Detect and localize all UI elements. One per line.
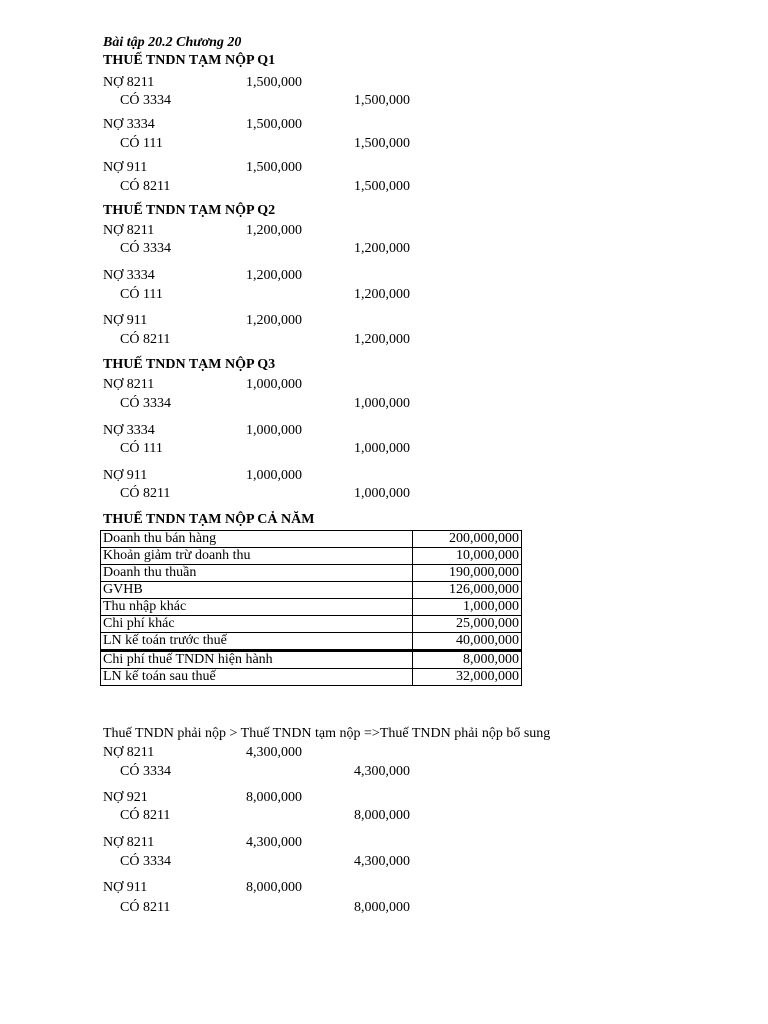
credit-account: CÓ 3334 [120, 396, 171, 411]
section-heading-q2: THUẾ TNDN TẠM NỘP Q2 [103, 203, 276, 218]
row-label: Thu nhập khác [101, 599, 413, 616]
table-row [101, 651, 522, 669]
debit-account: NỢ 911 [103, 160, 148, 175]
credit-account: CÓ 3334 [120, 241, 171, 256]
credit-line [0, 809, 768, 825]
credit-line [0, 288, 768, 304]
credit-amount: 8,000,000 [354, 900, 410, 915]
debit-amount: 1,000,000 [246, 377, 302, 392]
debit-account: NỢ 3334 [103, 268, 155, 283]
credit-line [0, 180, 768, 196]
credit-amount: 1,200,000 [354, 241, 410, 256]
credit-account: CÓ 3334 [120, 764, 171, 779]
row-value: 126,000,000 [413, 582, 522, 599]
credit-account: CÓ 8211 [120, 808, 171, 823]
debit-account: NỢ 8211 [103, 223, 155, 238]
table-row [101, 599, 522, 616]
debit-account: NỢ 8211 [103, 377, 155, 392]
row-value: 10,000,000 [413, 548, 522, 565]
credit-account: CÓ 8211 [120, 486, 171, 501]
page-title: Bài tập 20.2 Chương 20 [103, 35, 242, 50]
debit-line [0, 881, 768, 897]
row-label: GVHB [101, 582, 413, 599]
debit-account: NỢ 3334 [103, 117, 155, 132]
table-row [101, 582, 522, 599]
row-label: LN kế toán sau thuế [101, 669, 413, 686]
row-label: Doanh thu thuần [101, 565, 413, 582]
debit-account: NỢ 8211 [103, 745, 155, 760]
debit-amount: 1,200,000 [246, 313, 302, 328]
credit-line [0, 765, 768, 781]
row-label: Doanh thu bán hàng [101, 531, 413, 548]
row-value: 25,000,000 [413, 616, 522, 633]
debit-line [0, 469, 768, 485]
credit-line [0, 242, 768, 258]
row-value: 40,000,000 [413, 633, 522, 651]
debit-line [0, 76, 768, 92]
table-row [101, 669, 522, 686]
debit-line [0, 314, 768, 330]
debit-account: NỢ 911 [103, 313, 148, 328]
debit-amount: 1,200,000 [246, 268, 302, 283]
credit-line [0, 487, 768, 503]
table-row [101, 616, 522, 633]
credit-account: CÓ 8211 [120, 900, 171, 915]
debit-amount: 1,500,000 [246, 75, 302, 90]
debit-amount: 8,000,000 [246, 790, 302, 805]
table-row [101, 633, 522, 651]
row-value: 190,000,000 [413, 565, 522, 582]
debit-amount: 1,200,000 [246, 223, 302, 238]
credit-amount: 1,000,000 [354, 441, 410, 456]
debit-line [0, 791, 768, 807]
credit-amount: 1,500,000 [354, 136, 410, 151]
section-heading-annual: THUẾ TNDN TẠM NỘP CẢ NĂM [103, 512, 315, 527]
credit-account: CÓ 111 [120, 441, 163, 456]
credit-account: CÓ 111 [120, 287, 163, 302]
debit-account: NỢ 3334 [103, 423, 155, 438]
debit-line [0, 424, 768, 440]
debit-amount: 4,300,000 [246, 745, 302, 760]
debit-amount: 1,000,000 [246, 468, 302, 483]
debit-account: NỢ 921 [103, 790, 148, 805]
credit-account: CÓ 8211 [120, 179, 171, 194]
debit-line [0, 118, 768, 134]
row-label: Khoản giảm trừ doanh thu [101, 548, 413, 565]
credit-amount: 1,200,000 [354, 332, 410, 347]
row-value: 200,000,000 [413, 531, 522, 548]
credit-account: CÓ 3334 [120, 854, 171, 869]
debit-account: NỢ 911 [103, 468, 148, 483]
credit-amount: 1,000,000 [354, 486, 410, 501]
debit-account: NỢ 8211 [103, 835, 155, 850]
credit-amount: 1,500,000 [354, 93, 410, 108]
row-value: 32,000,000 [413, 669, 522, 686]
row-label: Chi phí khác [101, 616, 413, 633]
debit-line [0, 378, 768, 394]
debit-amount: 1,500,000 [246, 117, 302, 132]
credit-line [0, 397, 768, 413]
debit-account: NỢ 911 [103, 880, 148, 895]
debit-line [0, 746, 768, 762]
credit-amount: 4,300,000 [354, 854, 410, 869]
debit-amount: 1,000,000 [246, 423, 302, 438]
credit-account: CÓ 111 [120, 136, 163, 151]
debit-line [0, 161, 768, 177]
credit-account: CÓ 3334 [120, 93, 171, 108]
comparison-note: Thuế TNDN phải nộp > Thuế TNDN tạm nộp =>Thuế TNDN phải nộp bổ sung [103, 726, 551, 741]
debit-amount: 1,500,000 [246, 160, 302, 175]
income-summary-table [100, 530, 522, 686]
section-heading-q1: THUẾ TNDN TẠM NỘP Q1 [103, 53, 276, 68]
table-row [101, 548, 522, 565]
debit-amount: 4,300,000 [246, 835, 302, 850]
row-value: 8,000,000 [413, 651, 522, 669]
credit-line [0, 94, 768, 110]
credit-amount: 1,500,000 [354, 179, 410, 194]
credit-amount: 1,200,000 [354, 287, 410, 302]
credit-amount: 8,000,000 [354, 808, 410, 823]
credit-line [0, 901, 768, 917]
credit-line [0, 442, 768, 458]
row-value: 1,000,000 [413, 599, 522, 616]
debit-line [0, 269, 768, 285]
table-row [101, 531, 522, 548]
table-row [101, 565, 522, 582]
row-label: Chi phí thuế TNDN hiện hành [101, 651, 413, 669]
credit-line [0, 137, 768, 153]
credit-line [0, 855, 768, 871]
debit-amount: 8,000,000 [246, 880, 302, 895]
debit-line [0, 836, 768, 852]
row-label: LN kế toán trước thuế [101, 633, 413, 651]
credit-line [0, 333, 768, 349]
credit-amount: 1,000,000 [354, 396, 410, 411]
debit-account: NỢ 8211 [103, 75, 155, 90]
debit-line [0, 224, 768, 240]
credit-amount: 4,300,000 [354, 764, 410, 779]
section-heading-q3: THUẾ TNDN TẠM NỘP Q3 [103, 357, 276, 372]
credit-account: CÓ 8211 [120, 332, 171, 347]
